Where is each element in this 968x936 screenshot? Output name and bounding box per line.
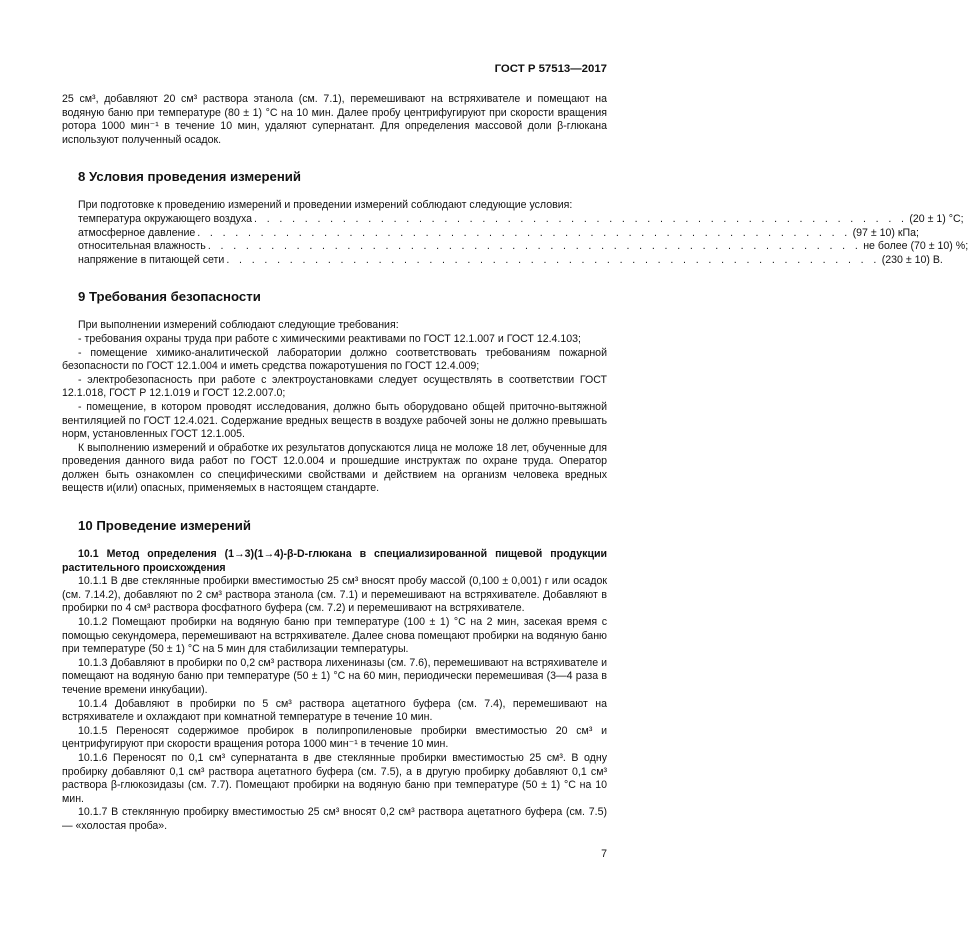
condition-row: [62, 226, 919, 241]
condition-value: (230 ± 10) В.: [881, 253, 943, 266]
leader-dots: . . . . . . . . . . . . . . . . . . . . . . . . . . . . . . . . . . . . . . . . . . . . . . . . . . . .: [254, 212, 908, 225]
condition-row: [62, 253, 943, 268]
procedure-step: 10.1.4 Добавляют в пробирки по 5 см³ раствора ацетатного буфера (см. 7.4), перемешивают на встряхивателе и охлаждают при комнатной температуре в течение 10 мин.: [62, 697, 607, 724]
condition-label: относительная влажность: [78, 240, 206, 253]
condition-row: [62, 240, 968, 254]
procedure-step: 10.1.3 Добавляют в пробирки по 0,2 см³ раствора лихениназы (см. 7.6), перемешивают на встряхивателе и помещают на водяную баню при температуре (50 ± 1) °С на 60 мин, периодически перемешивая (3—4 раза в течение времени инкубации).: [62, 656, 607, 696]
procedure-step: 10.1.5 Переносят содержимое пробирок в полипропиленовые пробирки вместимостью 20 см³ и центрифугируют при скорости вращения ротора 1000 мин⁻¹ в течение 10 мин.: [62, 724, 607, 751]
section-9-intro: При выполнении измерений соблюдают следующие требования:: [78, 319, 399, 332]
safety-requirement-item: - электробезопасность при работе с электроустановками следует осуществлять в соответствии ГОСТ 12.1.018, ГОСТ Р 12.1.019 и ГОСТ 12.2.007.0;: [62, 373, 607, 400]
subsection-10-1-heading: 10.1 Метод определения (1→3)(1→4)-β-D-глюкана в специализированной пищевой продукции растительного происхождения: [62, 548, 607, 574]
section-8-intro: При подготовке к проведению измерений и проведении измерений соблюдают следующие условия:: [78, 199, 573, 212]
condition-value: (97 ± 10) кПа;: [852, 226, 919, 239]
section-10-heading: 10 Проведение измерений: [78, 518, 251, 534]
page-number: 7: [601, 848, 607, 860]
section-9-heading: 9 Требования безопасности: [78, 289, 261, 305]
document-id-header: ГОСТ Р 57513—2017: [494, 63, 607, 75]
safety-requirement-item: - помещение химико-аналитической лаборатории должно соответствовать требованиям пожарной безопасности по ГОСТ 12.1.004 и иметь средства пожаротушения по ГОСТ 12.4.009;: [62, 346, 607, 373]
safety-requirement-item: - помещение, в котором проводят исследования, должно быть оборудовано общей приточно-вытяжной вентиляцией по ГОСТ 12.4.021. Содержание вредных веществ в воздухе рабочей зоны не должно превышать норм, установленных ГОСТ 12.1.005.: [62, 400, 607, 441]
section-8-heading: 8 Условия проведения измерений: [78, 169, 302, 185]
condition-value: (20 ± 1) °С;: [909, 212, 964, 225]
procedure-step: 10.1.7 В стеклянную пробирку вместимостью 25 см³ вносят 0,2 см³ раствора ацетатного буфера (см. 7.5) — «холостая проба».: [62, 806, 607, 832]
continuation-paragraph: 25 см³, добавляют 20 см³ раствора этанола (см. 7.1), перемешивают на встряхивателе и помещают на водяную баню при температуре (80 ± 1) °С на 10 мин. Далее пробу центрифугируют при скорости вращения ротора 1000 мин⁻¹ в течение 10 мин, удаляют супернатант. Для определения массовой доли β-глюкана используют полученный осадок.: [62, 93, 607, 146]
leader-dots: . . . . . . . . . . . . . . . . . . . . . . . . . . . . . . . . . . . . . . . . . . . . . . . . . . . .: [207, 240, 862, 253]
leader-dots: . . . . . . . . . . . . . . . . . . . . . . . . . . . . . . . . . . . . . . . . . . . . . . . . . . . .: [226, 253, 880, 266]
section-9-closing: К выполнению измерений и обработке их результатов допускаются лица не моложе 18 лет, обученные для проведения данного вида работ по ГОСТ 12.0.004 и прошедшие инструктаж по охране труда. Оператор должен быть ознакомлен со специфическими свойствами и действием на организм человека вредных веществ и(или) опасных, применяемых в настоящем стандарте.: [62, 441, 607, 495]
procedure-step: 10.1.6 Переносят по 0,1 см³ супернатанта в две стеклянные пробирки вместимостью 25 см³. В одну пробирку добавляют 0,1 см³ раствора ацетатного буфера (см. 7.5), а в другую пробирку добавляют 0,1 см³ раствора β-глюкозидазы (см. 7.7). Помещают пробирки на водяную баню при температуре (50 ± 1) °С на 10 мин.: [62, 751, 607, 805]
procedure-step: 10.1.2 Помещают пробирки на водяную баню при температуре (100 ± 1) °С на 2 мин, засекая время с помощью секундомера, перемешивают на встряхивателе. Далее снова помещают пробирки на водяную баню при температуре (50 ± 1) °С на 5 мин для стабилизации температуры.: [62, 616, 607, 656]
condition-label: напряжение в питающей сети: [78, 253, 225, 266]
page-content: [62, 93, 968, 834]
safety-requirement-item: - требования охраны труда при работе с химическими реактивами по ГОСТ 12.1.007 и ГОСТ 12.4.103;: [78, 332, 581, 345]
condition-value: не более (70 ± 10) %;: [863, 240, 968, 253]
condition-label: атмосферное давление: [78, 226, 196, 239]
leader-dots: . . . . . . . . . . . . . . . . . . . . . . . . . . . . . . . . . . . . . . . . . . . . . . . . . . . .: [197, 226, 851, 239]
procedure-step: 10.1.1 В две стеклянные пробирки вместимостью 25 см³ вносят пробу массой (0,100 ± 0,001) г или осадок (см. 7.14.2), добавляют по 2 см³ раствора этанола (см. 7.1) и перемешивают на встряхивателе. Добавляют в пробирки по 4 см³ раствора фосфатного буфера (см. 7.2) и перемешивают на встряхивателе.: [62, 575, 607, 615]
condition-label: температура окружающего воздуха: [78, 212, 253, 225]
condition-row: [62, 212, 964, 227]
